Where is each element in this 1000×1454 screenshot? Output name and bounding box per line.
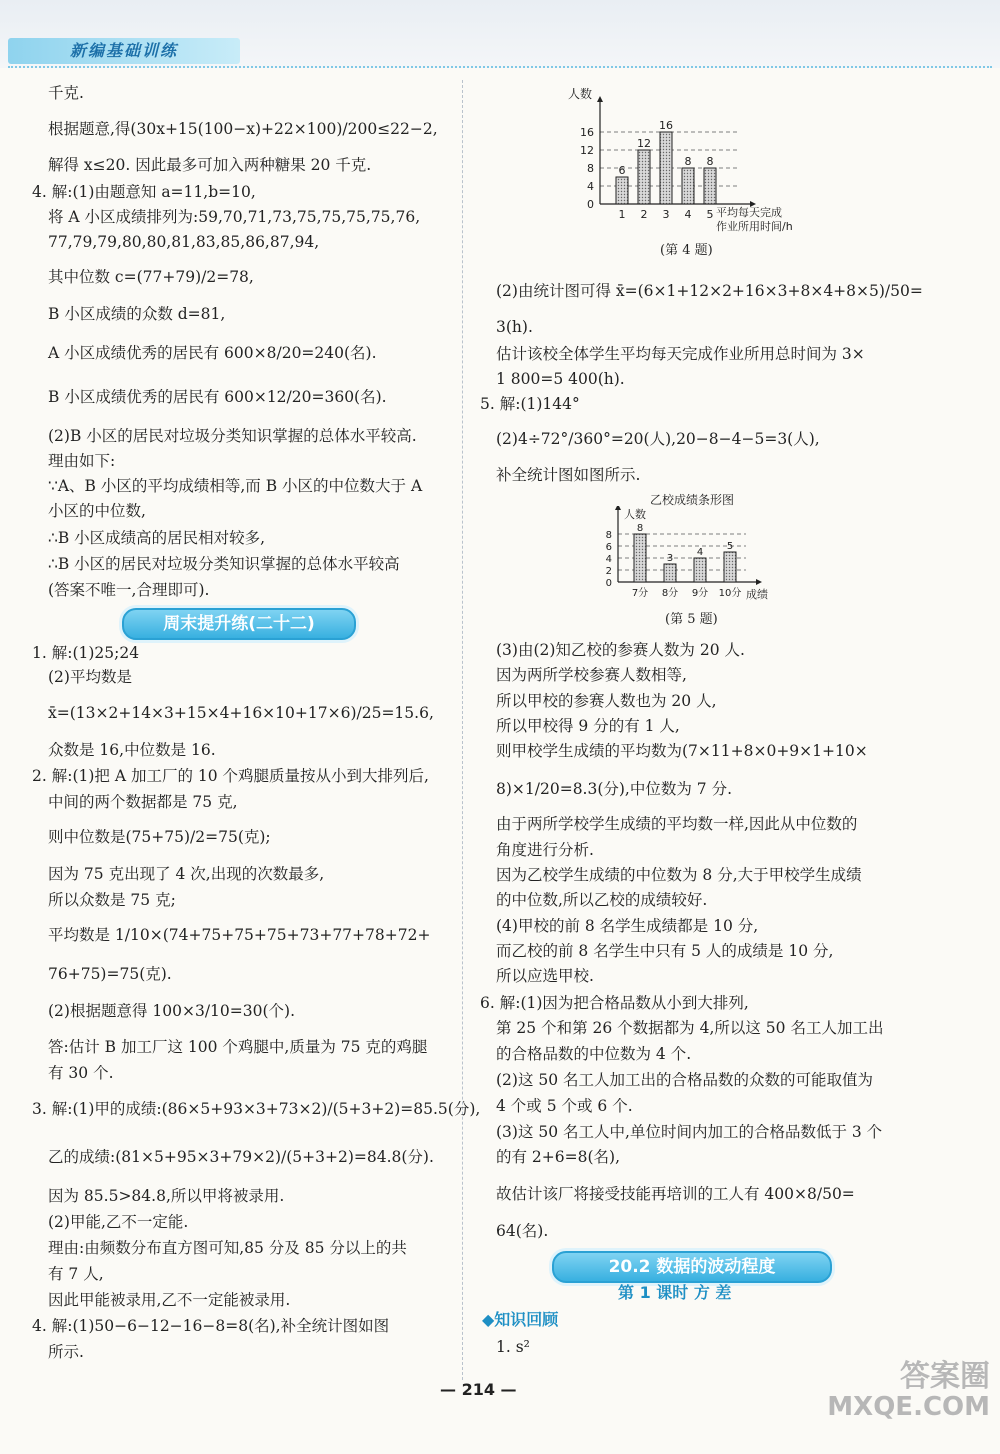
x-tick-label: 2: [640, 208, 648, 221]
bar: [660, 132, 672, 204]
bar: [664, 564, 676, 582]
x-tick-label: 9分: [691, 588, 709, 599]
data-label: 5: [726, 541, 734, 552]
text-line: 角度进行分析.: [496, 841, 594, 859]
text-line: 有 30 个.: [48, 1064, 114, 1082]
y-axis-arrow: [615, 506, 621, 510]
text-line: (4)甲校的前 8 名学生成绩都是 10 分,: [496, 917, 759, 935]
origin-label: 0: [587, 198, 594, 211]
watermark-line: 答案圈: [900, 1359, 990, 1394]
text-line: (2)4÷72°/360°=20(人),20−8−4−5=3(人),: [496, 430, 820, 448]
data-label: 3: [666, 553, 674, 564]
text-line: (2)平均数是: [48, 668, 132, 686]
column-divider: [462, 80, 463, 1380]
y-axis-arrow: [597, 96, 603, 102]
text-line: 1 800=5 400(h).: [496, 370, 625, 388]
y-tick-label: 4: [605, 554, 612, 565]
chart-caption-q5: (第 5 题): [665, 612, 718, 627]
text-line: B 小区成绩优秀的居民有 600×12/20=360(名).: [48, 388, 387, 406]
text-line: 8)×1/20=8.3(分),中位数为 7 分.: [496, 780, 733, 798]
x-axis-label-line: 作业所用时间/h: [716, 220, 793, 233]
text-line: 64(名).: [496, 1222, 549, 1240]
text-line: 所以应选甲校.: [496, 967, 594, 985]
x-tick-label: 8分: [661, 588, 679, 599]
x-tick-label: 10分: [718, 588, 742, 599]
text-line: 理由:由频数分布直方图可知,85 分及 85 分以上的共: [48, 1239, 407, 1257]
origin-label: 0: [605, 578, 612, 589]
section-banner: 20.2 数据的波动程度: [552, 1251, 832, 1283]
text-line: 估计该校全体学生平均每天完成作业所用总时间为 3×: [496, 345, 865, 363]
text-line: 则中位数是(75+75)/2=75(克);: [48, 828, 271, 846]
text-line: 故估计该厂将接受技能再培训的工人有 400×8/50=: [496, 1185, 855, 1203]
text-line: 的合格品数的中位数为 4 个.: [496, 1045, 692, 1063]
chart-caption-q4: (第 4 题): [660, 243, 713, 258]
y-tick-label: 4: [587, 180, 594, 193]
y-tick-label: 12: [580, 144, 594, 157]
x-tick-label: 5: [706, 208, 714, 221]
text-line: 4. 解:(1)由题意知 a=11,b=10,: [32, 183, 256, 201]
text-line: 3. 解:(1)甲的成绩:(86×5+93×3+73×2)/(5+3+2)=85.5(分),: [32, 1100, 481, 1118]
brand-label: 新编基础训练: [8, 38, 240, 64]
text-line: 4. 解:(1)50−6−12−16−8=8(名),补全统计图如图: [32, 1317, 390, 1335]
text-line: ∴B 小区的居民对垃圾分类知识掌握的总体水平较高: [48, 555, 400, 573]
text-line: 千克.: [48, 84, 84, 102]
bar: [694, 558, 706, 582]
text-line: 解得 x≤20. 因此最多可加入两种糖果 20 千克.: [48, 156, 372, 174]
text-line: x̄=(13×2+14×3+15×4+16×10+17×6)/25=15.6,: [48, 704, 434, 722]
text-line: 补全统计图如图所示.: [496, 466, 641, 484]
x-tick-label: 1: [618, 208, 626, 221]
text-line: 所以甲校得 9 分的有 1 人,: [496, 717, 680, 735]
bar: [638, 150, 650, 204]
text-line: 因为乙校学生成绩的中位数为 8 分,大于甲校学生成绩: [496, 866, 862, 884]
text-line: (2)这 50 名工人加工出的合格品数的众数的可能取值为: [496, 1071, 874, 1089]
text-line: 76+75)=75(克).: [48, 965, 172, 983]
text-line: 则甲校学生成绩的平均数为(7×11+8×0+9×1+10×: [496, 742, 868, 760]
text-line: 中间的两个数据都是 75 克,: [48, 793, 238, 811]
text-line: 乙的成绩:(81×5+95×3+79×2)/(5+3+2)=84.8(分).: [48, 1148, 434, 1166]
y-tick-label: 16: [580, 126, 594, 139]
data-label: 8: [684, 155, 692, 168]
x-tick-label: 7分: [631, 588, 649, 599]
text-line: 而乙校的前 8 名学生中只有 5 人的成绩是 10 分,: [496, 942, 834, 960]
x-tick-label: 4: [684, 208, 692, 221]
text-line: 平均数是 1/10×(74+75+75+75+73+77+78+72+: [48, 926, 431, 944]
x-tick-label: 3: [662, 208, 670, 221]
text-line: 众数是 16,中位数是 16.: [48, 741, 216, 759]
weekly-banner: 周末提升练(二十二): [122, 608, 356, 640]
y-tick-label: 8: [605, 530, 612, 541]
data-label: 8: [636, 523, 644, 534]
text-line: 6. 解:(1)因为把合格品数从小到大排列,: [480, 994, 749, 1012]
data-label: 4: [696, 547, 704, 558]
bar: [616, 177, 628, 204]
text-line: 因为 75 克出现了 4 次,出现的次数最多,: [48, 865, 325, 883]
text-line: 第 25 个和第 26 个数据都为 4,所以这 50 名工人加工出: [496, 1019, 884, 1037]
text-line: 的中位数,所以乙校的成绩较好.: [496, 891, 708, 909]
watermark-line: MXQE.COM: [827, 1392, 990, 1422]
text-line: (2)甲能,乙不一定能.: [48, 1213, 189, 1231]
y-tick-label: 2: [605, 566, 612, 577]
y-axis-label: 人数: [624, 508, 646, 521]
page-number: — 214 —: [440, 1380, 517, 1399]
text-line: A 小区成绩优秀的居民有 600×8/20=240(名).: [48, 344, 377, 362]
text-line: (答案不唯一,合理即可).: [48, 581, 210, 599]
text-line: 所示.: [48, 1343, 84, 1361]
watermark: [827, 1360, 990, 1422]
text-line: 2. 解:(1)把 A 加工厂的 10 个鸡腿质量按从小到大排列后,: [32, 767, 429, 785]
bar: [704, 168, 716, 204]
data-label: 6: [618, 164, 626, 177]
x-axis-label-line: 平均每天完成: [716, 206, 782, 219]
lesson-title: 第 1 课时 方 差: [618, 1283, 732, 1302]
bar-chart-q5: [596, 506, 786, 606]
text-line: 因为 85.5>84.8,所以甲将被录用.: [48, 1187, 285, 1205]
text-line: B 小区成绩的众数 d=81,: [48, 305, 226, 323]
header-divider: [8, 66, 992, 68]
y-tick-label: 8: [587, 162, 594, 175]
chart-title-q5: 乙校成绩条形图: [650, 493, 735, 507]
text-line: 由于两所学校学生成绩的平均数一样,因此从中位数的: [496, 815, 858, 833]
text-line: 将 A 小区成绩排列为:59,70,71,73,75,75,75,75,76,: [48, 208, 421, 226]
text-line: 因此甲能被录用,乙不一定能被录用.: [48, 1291, 291, 1309]
text-line: 答:估计 B 加工厂这 100 个鸡腿中,质量为 75 克的鸡腿: [48, 1038, 428, 1056]
text-line: 4 个或 5 个或 6 个.: [496, 1097, 633, 1115]
text-line: (2)由统计图可得 x̄=(6×1+12×2+16×3+8×4+8×5)/50=: [496, 282, 923, 300]
text-line: 其中位数 c=(77+79)/2=78,: [48, 268, 254, 286]
text-line: 3(h).: [496, 318, 533, 336]
text-line: 有 7 人,: [48, 1265, 104, 1283]
text-line: 所以甲校的参赛人数也为 20 人,: [496, 692, 717, 710]
y-tick-label: 6: [605, 542, 612, 553]
data-label: 16: [659, 119, 673, 132]
text-line: 77,79,79,80,80,81,83,85,86,87,94,: [48, 233, 320, 251]
bar-chart-q4: [560, 82, 830, 262]
text-line: ∴B 小区成绩高的居民相对较多,: [48, 529, 266, 547]
bar: [634, 534, 646, 582]
text-line: 小区的中位数,: [48, 502, 146, 520]
text-line: 5. 解:(1)144°: [480, 395, 580, 413]
text-line: 因为两所学校参赛人数相等,: [496, 666, 687, 684]
text-line: (2)根据题意得 100×3/10=30(个).: [48, 1002, 295, 1020]
text-line: 1. s²: [496, 1338, 530, 1356]
x-axis-label: 成绩: [746, 588, 768, 601]
x-axis-arrow: [756, 579, 762, 585]
bar: [724, 552, 736, 582]
text-line: 的有 2+6=8(名),: [496, 1148, 621, 1166]
text-line: 1. 解:(1)25;24: [32, 644, 140, 662]
text-line: ∵A、B 小区的平均成绩相等,而 B 小区的中位数大于 A: [48, 477, 423, 495]
text-line: (2)B 小区的居民对垃圾分类知识掌握的总体水平较高.: [48, 427, 417, 445]
text-line: (3)这 50 名工人中,单位时间内加工的合格品数低于 3 个: [496, 1123, 883, 1141]
bar: [682, 168, 694, 204]
data-label: 8: [706, 155, 714, 168]
text-line: (3)由(2)知乙校的参赛人数为 20 人.: [496, 641, 745, 659]
text-line: 根据题意,得(30x+15(100−x)+22×100)/200≤22−2,: [48, 120, 438, 138]
knowledge-review-heading: ◆知识回顾: [482, 1310, 559, 1329]
text-line: 理由如下:: [48, 452, 116, 470]
data-label: 12: [637, 137, 651, 150]
text-line: 所以众数是 75 克;: [48, 891, 176, 909]
y-axis-label: 人数: [568, 87, 593, 101]
